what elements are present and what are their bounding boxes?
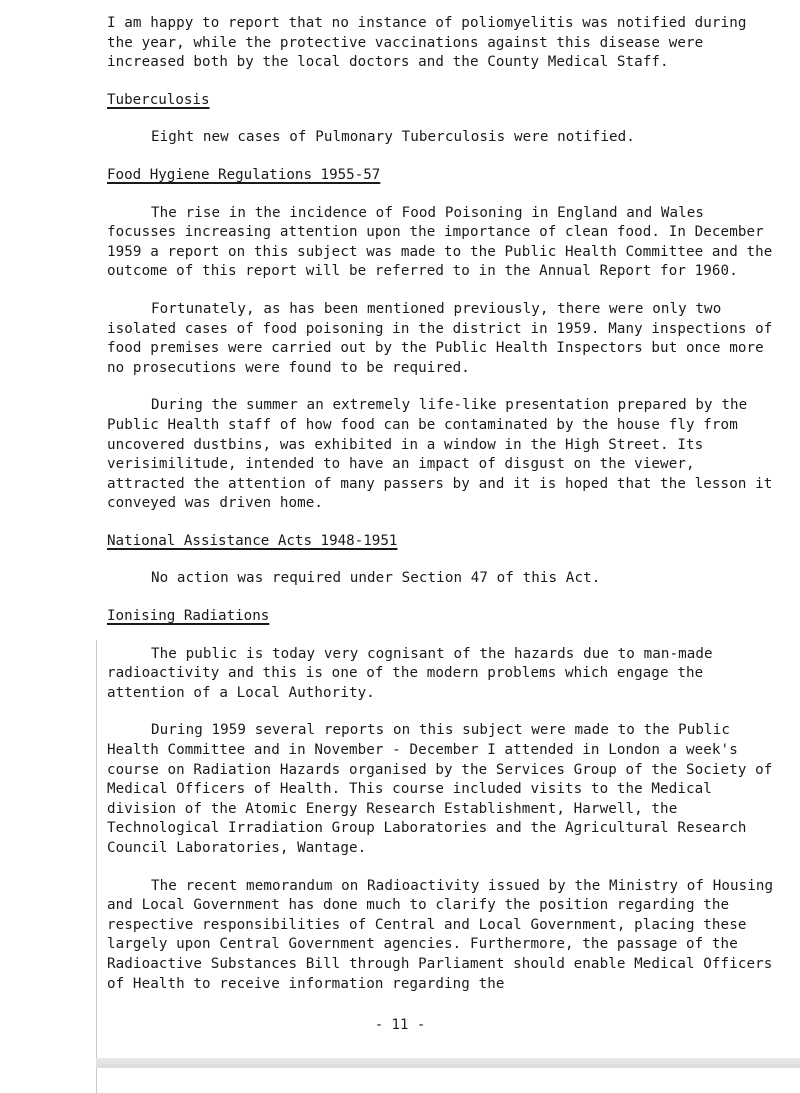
paragraph-national-assistance: No action was required under Section 47 of this Act. bbox=[151, 570, 601, 587]
paragraph-tuberculosis: Eight new cases of Pulmonary Tuberculosis were notified. bbox=[151, 129, 635, 146]
heading-food-hygiene: Food Hygiene Regulations 1955-57 bbox=[107, 166, 381, 183]
heading-tuberculosis: Tuberculosis bbox=[107, 91, 210, 108]
heading-ionising-radiations: Ionising Radiations bbox=[107, 608, 270, 625]
paragraph-food-2: Fortunately, as has been mentioned previously, there were only two isolated cases of food poisoning in the district in 1959. Many inspections of food premises were carried out by the Public Health Inspectors but once more no prosecutions were found to be required. bbox=[107, 300, 773, 376]
heading-national-assistance: National Assistance Acts 1948-1951 bbox=[107, 532, 398, 549]
paragraph-poliomyelitis: I am happy to report that no instance of poliomyelitis was notified during the year, while the protective vaccinations against this disease were increased both by the local doctors and the County Medical Staff. bbox=[107, 15, 747, 71]
paragraph-ionising-2: During 1959 several reports on this subject were made to the Public Health Committee and in November - December I attended in London a week's course on Radiation Hazards organised by the Services Group of the Society of Medical Officers of Health. This course included visits to the Medical division of the Atomic Energy Research Establishment, Harwell, the Technological Irradiation Group Laboratories and the Agricultural Research Council Laboratories, Wantage. bbox=[107, 722, 773, 856]
paragraph-food-3: During the summer an extremely life-like presentation prepared by the Public Health staff of how food can be contaminated by the house fly from uncovered dustbins, was exhibited in a window in the High Street. Its verisimilitude, intended to have an impact of disgust on the viewer, attracted the attention of many passers by and it is hoped that the lesson it conveyed was driven home. bbox=[107, 397, 773, 512]
paragraph-food-1: The rise in the incidence of Food Poisoning in England and Wales focusses increasing attention upon the importance of clean food. In December 1959 a report on this subject was made to the Public Health Committee and the outcome of this report will be referred to in the Annual Report for 1960. bbox=[107, 204, 773, 280]
page-number: - 11 - bbox=[374, 1017, 426, 1033]
document-body bbox=[107, 14, 779, 1012]
paragraph-ionising-3: The recent memorandum on Radioactivity issued by the Ministry of Housing and Local Government has done much to clarify the position regarding the respective responsibilities of Central and Local Government, placing these largely upon Central Government agencies. Furthermore, the passage of the Radioactive Substances Bill through Parliament should enable Medical Officers of Health to receive information regarding the bbox=[107, 877, 774, 992]
scan-bottom-shadow bbox=[96, 1058, 800, 1068]
paragraph-ionising-1: The public is today very cognisant of the hazards due to man-made radioactivity and this is one of the modern problems which engage the attention of a Local Authority. bbox=[107, 645, 713, 701]
